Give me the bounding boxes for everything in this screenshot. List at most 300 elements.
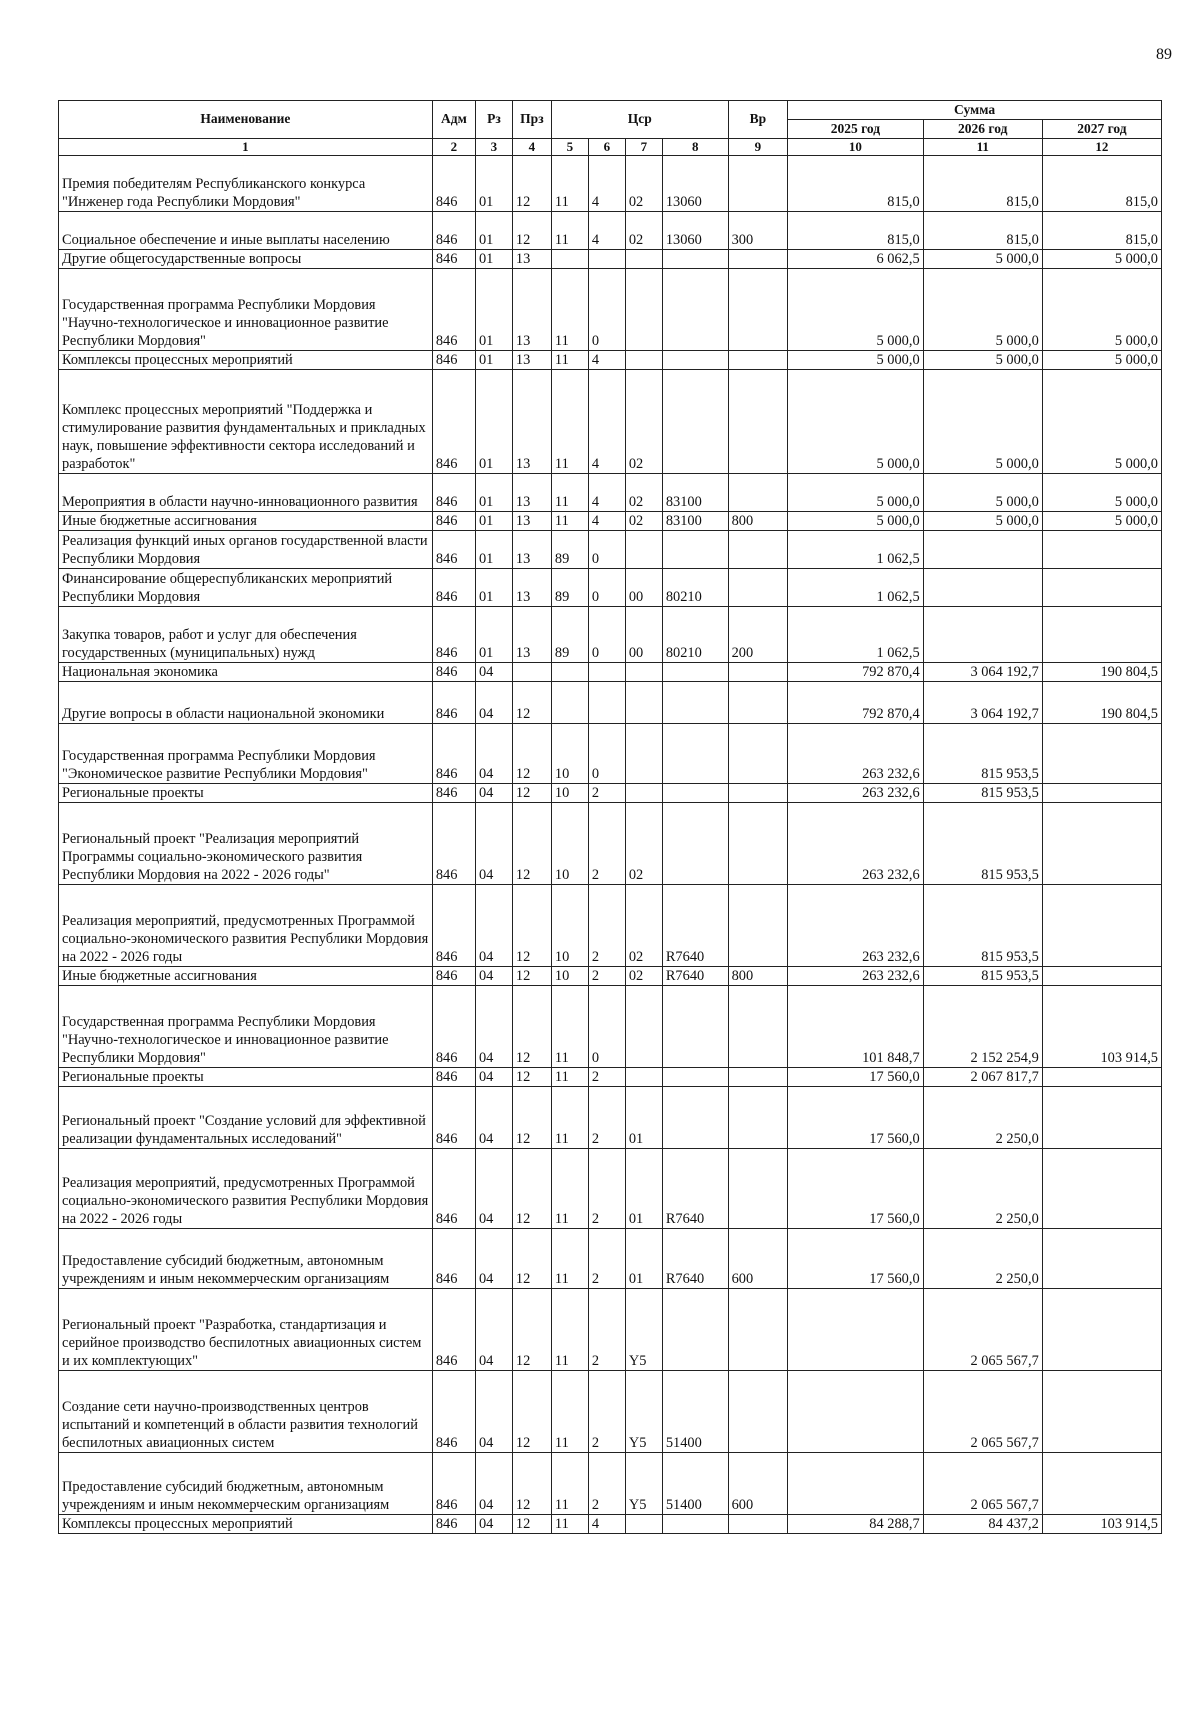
row-csr-4 — [662, 1289, 728, 1371]
row-rz: 01 — [475, 474, 512, 512]
row-rz: 01 — [475, 269, 512, 351]
row-csr-3 — [625, 784, 662, 803]
row-adm: 846 — [432, 885, 475, 967]
row-name: Региональный проект "Разработка, стандартизация и серийное производство беспилотных авиационных систем и их комплектующих" — [59, 1289, 433, 1371]
row-prz: 12 — [512, 1515, 551, 1534]
row-csr-1: 11 — [551, 269, 588, 351]
row-csr-4: R7640 — [662, 885, 728, 967]
row-adm: 846 — [432, 569, 475, 607]
row-sum-2027 — [1042, 1068, 1161, 1087]
row-adm: 846 — [432, 1229, 475, 1289]
row-csr-3: 02 — [625, 212, 662, 250]
row-adm: 846 — [432, 724, 475, 784]
table-row — [59, 784, 1162, 803]
row-name: Комплексы процессных мероприятий — [59, 351, 433, 370]
row-csr-3: 00 — [625, 607, 662, 663]
table-row — [59, 250, 1162, 269]
row-name: Региональные проекты — [59, 784, 433, 803]
row-vr — [728, 682, 788, 724]
row-sum-2025: 5 000,0 — [788, 474, 924, 512]
row-sum-2025: 263 232,6 — [788, 784, 924, 803]
row-sum-2026 — [923, 531, 1042, 569]
row-csr-3: Y5 — [625, 1371, 662, 1453]
row-vr — [728, 351, 788, 370]
table-row — [59, 569, 1162, 607]
row-csr-4: R7640 — [662, 967, 728, 986]
row-prz: 12 — [512, 1087, 551, 1149]
table-row — [59, 803, 1162, 885]
row-prz: 12 — [512, 784, 551, 803]
row-rz: 04 — [475, 663, 512, 682]
row-prz: 12 — [512, 682, 551, 724]
row-adm: 846 — [432, 682, 475, 724]
row-sum-2026: 84 437,2 — [923, 1515, 1042, 1534]
col-number: 12 — [1042, 139, 1161, 156]
row-name: Комплексы процессных мероприятий — [59, 1515, 433, 1534]
row-rz: 04 — [475, 1229, 512, 1289]
col-number: 9 — [728, 139, 788, 156]
header-rz: Рз — [475, 101, 512, 139]
row-name: Национальная экономика — [59, 663, 433, 682]
row-csr-3 — [625, 724, 662, 784]
row-csr-3 — [625, 250, 662, 269]
row-name: Финансирование общереспубликанских мероприятий Республики Мордовия — [59, 569, 433, 607]
row-csr-3 — [625, 531, 662, 569]
row-sum-2025: 263 232,6 — [788, 724, 924, 784]
row-prz: 12 — [512, 156, 551, 212]
row-csr-2: 4 — [588, 512, 625, 531]
row-rz: 01 — [475, 156, 512, 212]
row-prz: 12 — [512, 1289, 551, 1371]
row-csr-2: 0 — [588, 569, 625, 607]
row-csr-3: 02 — [625, 803, 662, 885]
row-sum-2027: 815,0 — [1042, 212, 1161, 250]
row-csr-1: 11 — [551, 156, 588, 212]
row-csr-2: 4 — [588, 474, 625, 512]
row-prz: 12 — [512, 885, 551, 967]
col-number: 7 — [625, 139, 662, 156]
table-row — [59, 885, 1162, 967]
header-csr: Цср — [551, 101, 728, 139]
row-adm: 846 — [432, 1087, 475, 1149]
row-csr-1: 89 — [551, 531, 588, 569]
table-body — [59, 156, 1162, 1534]
table-row — [59, 1149, 1162, 1229]
row-csr-3: 02 — [625, 474, 662, 512]
row-name: Региональный проект "Реализация мероприятий Программы социально-экономического развития Республики Мордовия на 2022 - 2026 годы" — [59, 803, 433, 885]
row-rz: 01 — [475, 351, 512, 370]
row-csr-2: 4 — [588, 156, 625, 212]
row-prz: 12 — [512, 724, 551, 784]
table-row — [59, 724, 1162, 784]
row-sum-2026: 2 067 817,7 — [923, 1068, 1042, 1087]
row-csr-1: 11 — [551, 474, 588, 512]
row-sum-2025: 101 848,7 — [788, 986, 924, 1068]
row-sum-2027 — [1042, 1229, 1161, 1289]
table-row — [59, 1087, 1162, 1149]
row-sum-2025: 17 560,0 — [788, 1149, 924, 1229]
row-vr — [728, 663, 788, 682]
row-adm: 846 — [432, 250, 475, 269]
row-sum-2026: 815 953,5 — [923, 967, 1042, 986]
row-csr-4 — [662, 803, 728, 885]
row-name: Премия победителям Республиканского конкурса "Инженер года Республики Мордовия" — [59, 156, 433, 212]
row-csr-2: 4 — [588, 1515, 625, 1534]
row-sum-2026: 3 064 192,7 — [923, 682, 1042, 724]
row-sum-2025: 5 000,0 — [788, 351, 924, 370]
row-prz: 13 — [512, 269, 551, 351]
table-row — [59, 351, 1162, 370]
row-csr-3 — [625, 1068, 662, 1087]
table-row — [59, 269, 1162, 351]
table-row — [59, 512, 1162, 531]
row-sum-2027 — [1042, 967, 1161, 986]
row-csr-1: 11 — [551, 1068, 588, 1087]
row-csr-1: 11 — [551, 512, 588, 531]
row-csr-3: 00 — [625, 569, 662, 607]
row-adm: 846 — [432, 370, 475, 474]
row-name: Государственная программа Республики Мордовия "Научно-технологическое и инновационное развитие Республики Мордовия" — [59, 986, 433, 1068]
row-csr-4 — [662, 663, 728, 682]
row-adm: 846 — [432, 1289, 475, 1371]
row-name: Иные бюджетные ассигнования — [59, 967, 433, 986]
row-name: Государственная программа Республики Мордовия "Научно-технологическое и инновационное развитие Республики Мордовия" — [59, 269, 433, 351]
row-csr-1: 11 — [551, 370, 588, 474]
row-sum-2026: 815 953,5 — [923, 724, 1042, 784]
row-sum-2026: 5 000,0 — [923, 370, 1042, 474]
row-adm: 846 — [432, 212, 475, 250]
row-csr-1: 11 — [551, 1087, 588, 1149]
row-sum-2026: 5 000,0 — [923, 250, 1042, 269]
header-2027: 2027 год — [1042, 120, 1161, 139]
row-rz: 04 — [475, 885, 512, 967]
row-rz: 01 — [475, 370, 512, 474]
row-sum-2026: 2 152 254,9 — [923, 986, 1042, 1068]
row-sum-2027: 5 000,0 — [1042, 512, 1161, 531]
row-adm: 846 — [432, 784, 475, 803]
table-row — [59, 1068, 1162, 1087]
row-rz: 01 — [475, 512, 512, 531]
row-sum-2025: 1 062,5 — [788, 569, 924, 607]
row-csr-1 — [551, 663, 588, 682]
row-csr-1: 10 — [551, 724, 588, 784]
row-csr-3: Y5 — [625, 1453, 662, 1515]
row-csr-2: 0 — [588, 986, 625, 1068]
row-csr-4: 51400 — [662, 1453, 728, 1515]
row-csr-1: 11 — [551, 1149, 588, 1229]
row-sum-2026: 5 000,0 — [923, 474, 1042, 512]
row-csr-2: 2 — [588, 1149, 625, 1229]
row-prz: 13 — [512, 512, 551, 531]
row-rz: 04 — [475, 682, 512, 724]
row-sum-2027 — [1042, 1453, 1161, 1515]
row-sum-2025: 263 232,6 — [788, 803, 924, 885]
row-prz: 12 — [512, 1453, 551, 1515]
row-csr-4 — [662, 1087, 728, 1149]
col-number: 10 — [788, 139, 924, 156]
table-row — [59, 1229, 1162, 1289]
row-vr — [728, 986, 788, 1068]
row-sum-2026 — [923, 569, 1042, 607]
header-adm: Адм — [432, 101, 475, 139]
row-vr — [728, 156, 788, 212]
row-csr-2: 2 — [588, 967, 625, 986]
row-name: Государственная программа Республики Мордовия "Экономическое развитие Республики Мордовия" — [59, 724, 433, 784]
row-rz: 01 — [475, 569, 512, 607]
row-prz: 12 — [512, 1229, 551, 1289]
row-rz: 04 — [475, 1515, 512, 1534]
row-sum-2027: 5 000,0 — [1042, 474, 1161, 512]
row-csr-4 — [662, 269, 728, 351]
row-rz: 04 — [475, 1289, 512, 1371]
row-sum-2027 — [1042, 607, 1161, 663]
row-adm: 846 — [432, 803, 475, 885]
row-adm: 846 — [432, 967, 475, 986]
row-sum-2027 — [1042, 1289, 1161, 1371]
row-prz: 13 — [512, 474, 551, 512]
row-sum-2027 — [1042, 1087, 1161, 1149]
row-csr-4 — [662, 784, 728, 803]
row-csr-1 — [551, 682, 588, 724]
table-row — [59, 607, 1162, 663]
row-sum-2027 — [1042, 569, 1161, 607]
row-sum-2025 — [788, 1371, 924, 1453]
table-row — [59, 212, 1162, 250]
col-number: 11 — [923, 139, 1042, 156]
row-prz: 12 — [512, 803, 551, 885]
row-sum-2025: 84 288,7 — [788, 1515, 924, 1534]
row-csr-1: 11 — [551, 212, 588, 250]
row-sum-2027: 190 804,5 — [1042, 663, 1161, 682]
row-vr — [728, 885, 788, 967]
row-name: Иные бюджетные ассигнования — [59, 512, 433, 531]
row-vr — [728, 531, 788, 569]
row-csr-2: 2 — [588, 1453, 625, 1515]
row-sum-2026: 815 953,5 — [923, 784, 1042, 803]
row-vr — [728, 1087, 788, 1149]
row-vr — [728, 269, 788, 351]
row-prz — [512, 663, 551, 682]
row-csr-3 — [625, 663, 662, 682]
row-vr — [728, 803, 788, 885]
row-csr-3: 02 — [625, 967, 662, 986]
row-vr: 600 — [728, 1229, 788, 1289]
row-csr-3: 01 — [625, 1087, 662, 1149]
row-adm: 846 — [432, 531, 475, 569]
row-adm: 846 — [432, 663, 475, 682]
row-vr: 800 — [728, 512, 788, 531]
row-sum-2027 — [1042, 784, 1161, 803]
row-vr: 600 — [728, 1453, 788, 1515]
row-sum-2026 — [923, 607, 1042, 663]
column-number-row — [59, 139, 1162, 156]
row-vr — [728, 1068, 788, 1087]
row-adm: 846 — [432, 269, 475, 351]
row-prz: 13 — [512, 607, 551, 663]
row-adm: 846 — [432, 607, 475, 663]
row-csr-4: 83100 — [662, 512, 728, 531]
row-sum-2026: 5 000,0 — [923, 512, 1042, 531]
table-row — [59, 1371, 1162, 1453]
row-csr-3: 01 — [625, 1149, 662, 1229]
header-vr: Вр — [728, 101, 788, 139]
row-prz: 13 — [512, 569, 551, 607]
row-csr-1: 11 — [551, 1515, 588, 1534]
row-sum-2025: 5 000,0 — [788, 512, 924, 531]
row-sum-2025: 17 560,0 — [788, 1087, 924, 1149]
row-csr-4 — [662, 986, 728, 1068]
row-name: Предоставление субсидий бюджетным, автономным учреждениям и иным некоммерческим организациям — [59, 1453, 433, 1515]
row-csr-2: 0 — [588, 531, 625, 569]
row-name: Социальное обеспечение и иные выплаты населению — [59, 212, 433, 250]
row-csr-3 — [625, 351, 662, 370]
row-csr-2: 2 — [588, 1068, 625, 1087]
row-prz: 13 — [512, 370, 551, 474]
row-csr-2 — [588, 250, 625, 269]
row-adm: 846 — [432, 474, 475, 512]
row-vr — [728, 1515, 788, 1534]
row-name: Закупка товаров, работ и услуг для обеспечения государственных (муниципальных) нужд — [59, 607, 433, 663]
row-adm: 846 — [432, 1149, 475, 1229]
row-csr-4: 51400 — [662, 1371, 728, 1453]
row-prz: 12 — [512, 1068, 551, 1087]
row-prz: 13 — [512, 250, 551, 269]
row-sum-2025: 5 000,0 — [788, 370, 924, 474]
row-vr — [728, 784, 788, 803]
row-csr-3 — [625, 269, 662, 351]
row-vr: 200 — [728, 607, 788, 663]
row-rz: 04 — [475, 1453, 512, 1515]
row-prz: 13 — [512, 531, 551, 569]
row-prz: 12 — [512, 1149, 551, 1229]
row-adm: 846 — [432, 351, 475, 370]
row-csr-1: 11 — [551, 986, 588, 1068]
row-csr-4: 83100 — [662, 474, 728, 512]
row-csr-4: 80210 — [662, 607, 728, 663]
row-csr-1: 10 — [551, 885, 588, 967]
row-sum-2025: 792 870,4 — [788, 682, 924, 724]
row-prz: 12 — [512, 986, 551, 1068]
row-sum-2025: 263 232,6 — [788, 967, 924, 986]
header-name: Наименование — [59, 101, 433, 139]
row-name: Реализация функций иных органов государственной власти Республики Мордовия — [59, 531, 433, 569]
row-csr-1: 10 — [551, 784, 588, 803]
row-csr-3: 02 — [625, 156, 662, 212]
header-sum: Сумма — [788, 101, 1162, 120]
row-sum-2026: 2 065 567,7 — [923, 1453, 1042, 1515]
row-name: Создание сети научно-производственных центров испытаний и компетенций в области развития технологий беспилотных авиационных систем — [59, 1371, 433, 1453]
row-vr — [728, 370, 788, 474]
row-csr-2 — [588, 663, 625, 682]
row-rz: 01 — [475, 607, 512, 663]
row-prz: 13 — [512, 351, 551, 370]
row-sum-2025: 1 062,5 — [788, 607, 924, 663]
row-csr-4 — [662, 370, 728, 474]
budget-table — [58, 100, 1162, 1534]
table-row — [59, 986, 1162, 1068]
row-sum-2025: 6 062,5 — [788, 250, 924, 269]
row-name: Мероприятия в области научно-инновационного развития — [59, 474, 433, 512]
header-2026: 2026 год — [923, 120, 1042, 139]
row-csr-4 — [662, 1068, 728, 1087]
row-sum-2027: 103 914,5 — [1042, 1515, 1161, 1534]
row-csr-4 — [662, 531, 728, 569]
row-rz: 04 — [475, 1087, 512, 1149]
row-adm: 846 — [432, 156, 475, 212]
row-csr-2: 2 — [588, 803, 625, 885]
row-name: Предоставление субсидий бюджетным, автономным учреждениям и иным некоммерческим организациям — [59, 1229, 433, 1289]
row-csr-2: 2 — [588, 1229, 625, 1289]
row-csr-4 — [662, 351, 728, 370]
row-sum-2025: 17 560,0 — [788, 1229, 924, 1289]
row-csr-2: 4 — [588, 212, 625, 250]
row-csr-4 — [662, 250, 728, 269]
row-csr-2: 4 — [588, 351, 625, 370]
row-sum-2027: 815,0 — [1042, 156, 1161, 212]
row-sum-2027: 190 804,5 — [1042, 682, 1161, 724]
row-sum-2025: 815,0 — [788, 212, 924, 250]
row-csr-4: 13060 — [662, 156, 728, 212]
row-rz: 04 — [475, 1068, 512, 1087]
row-csr-1 — [551, 250, 588, 269]
row-rz: 01 — [475, 531, 512, 569]
row-rz: 01 — [475, 250, 512, 269]
table-row — [59, 156, 1162, 212]
table-row — [59, 1453, 1162, 1515]
row-sum-2026: 815 953,5 — [923, 803, 1042, 885]
row-csr-4: R7640 — [662, 1149, 728, 1229]
row-csr-4 — [662, 1515, 728, 1534]
row-vr — [728, 569, 788, 607]
row-name: Региональные проекты — [59, 1068, 433, 1087]
row-csr-4 — [662, 724, 728, 784]
row-prz: 12 — [512, 1371, 551, 1453]
row-sum-2026: 2 065 567,7 — [923, 1371, 1042, 1453]
row-csr-3: Y5 — [625, 1289, 662, 1371]
row-vr — [728, 250, 788, 269]
row-name: Другие вопросы в области национальной экономики — [59, 682, 433, 724]
row-sum-2025: 1 062,5 — [788, 531, 924, 569]
row-rz: 04 — [475, 1149, 512, 1229]
row-csr-2: 0 — [588, 724, 625, 784]
row-sum-2026: 5 000,0 — [923, 351, 1042, 370]
row-csr-4: 13060 — [662, 212, 728, 250]
table-row — [59, 1515, 1162, 1534]
row-csr-2: 2 — [588, 885, 625, 967]
row-name: Реализация мероприятий, предусмотренных Программой социально-экономического развития Республики Мордовия на 2022 - 2026 годы — [59, 1149, 433, 1229]
row-prz: 12 — [512, 967, 551, 986]
table-row — [59, 682, 1162, 724]
row-vr: 300 — [728, 212, 788, 250]
row-adm: 846 — [432, 512, 475, 531]
row-rz: 04 — [475, 986, 512, 1068]
col-number: 2 — [432, 139, 475, 156]
row-csr-1: 11 — [551, 1289, 588, 1371]
row-sum-2026: 815 953,5 — [923, 885, 1042, 967]
row-sum-2027: 5 000,0 — [1042, 351, 1161, 370]
row-sum-2025 — [788, 1289, 924, 1371]
row-vr: 800 — [728, 967, 788, 986]
row-vr — [728, 1371, 788, 1453]
row-adm: 846 — [432, 1515, 475, 1534]
row-name: Комплекс процессных мероприятий "Поддержка и стимулирование развития фундаментальных и прикладных наук, повышение эффективности сектора исследований и разработок" — [59, 370, 433, 474]
row-sum-2026: 815,0 — [923, 156, 1042, 212]
row-sum-2026: 5 000,0 — [923, 269, 1042, 351]
row-csr-1: 10 — [551, 967, 588, 986]
row-csr-3 — [625, 682, 662, 724]
row-rz: 04 — [475, 803, 512, 885]
row-name: Реализация мероприятий, предусмотренных Программой социально-экономического развития Республики Мордовия на 2022 - 2026 годы — [59, 885, 433, 967]
